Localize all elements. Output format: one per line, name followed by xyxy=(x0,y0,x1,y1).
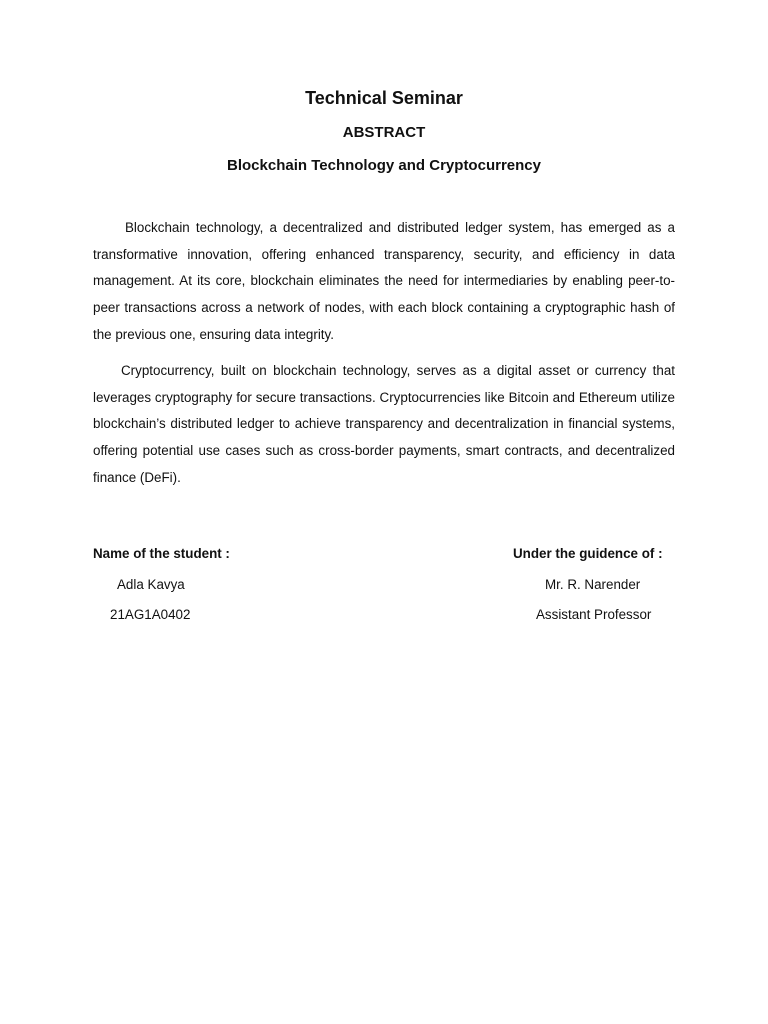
student-roll-number: 21AG1A0402 xyxy=(110,607,191,622)
abstract-heading: ABSTRACT xyxy=(342,124,426,141)
student-name: Adla Kavya xyxy=(117,577,185,592)
student-label: Name of the student : xyxy=(93,546,230,561)
guide-designation: Assistant Professor xyxy=(536,607,652,622)
topic-title: Blockchain Technology and Cryptocurrency xyxy=(227,157,541,174)
abstract-paragraph-blockchain: Blockchain technology, a decentralized and distributed ledger system, has emerged as a transformative innovation, offering enhanced transparency, security, and efficiency in data management. At its core, blockchain eliminates the need for intermediaries by enabling peer-to-peer transactions across a network of nodes, with each block containing a cryptographic hash of the previous one, ensuring data integrity. xyxy=(93,220,675,342)
abstract-paragraph-cryptocurrency: Cryptocurrency, built on blockchain technology, serves as a digital asset or currency that leverages cryptography for secure transactions. Cryptocurrencies like Bitcoin and Ethereum utilize blockchain’s distributed ledger to achieve transparency and decentralization in financial systems, offering potential use cases such as cross-border payments, smart contracts, and decentralized finance (DeFi). xyxy=(93,363,675,485)
guide-label: Under the guidence of : xyxy=(513,546,663,561)
seminar-title: Technical Seminar xyxy=(305,88,463,108)
guide-name: Mr. R. Narender xyxy=(545,577,641,592)
